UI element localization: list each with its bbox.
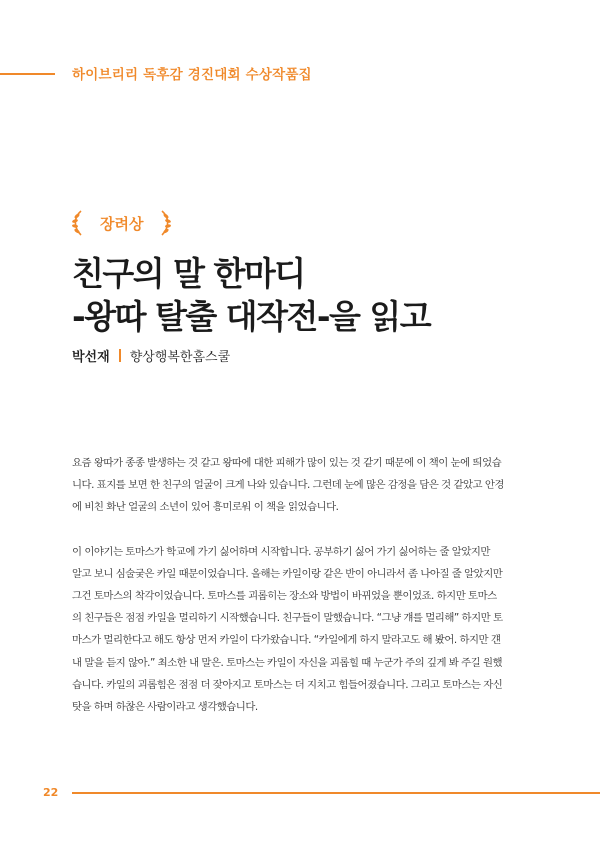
award-badge <box>70 208 173 238</box>
text-line: 그건 토마스의 착각이었습니다. 토마스를 괴롭히는 장소와 방법이 바뀌었을 뿐이었죠. 하지만 토마스 <box>72 590 497 603</box>
laurel-left-icon <box>70 209 84 237</box>
paragraph-2 <box>72 541 530 719</box>
footer-rule <box>72 792 600 794</box>
byline <box>72 346 230 365</box>
text-line: 니다. 표지를 보면 한 친구의 얼굴이 크게 나와 있습니다. 그런데 눈에 많은 감정을 담은 것 같았고 안경 <box>72 479 504 492</box>
publication-title: 하이브리리 독후감 경진대회 수상작품집 <box>72 67 312 83</box>
text-line: 내 말을 듣지 않아.” 최소한 내 말은. 토마스는 카일이 자신을 괴롭힐 때 누군가 주의 깊게 봐 주길 원했 <box>72 656 503 669</box>
text-line: 이 이야기는 토마스가 학교에 가기 싫어하며 시작합니다. 공부하기 싫어 가기 싫어하는 줄 알았지만 <box>72 545 490 558</box>
text-line: 습니다. 카일의 괴롭힘은 점점 더 잦아지고 토마스는 더 지치고 힘들어졌습니다. 그리고 토마스는 자신 <box>72 678 503 691</box>
page-number: 22 <box>43 786 59 799</box>
paragraph-1 <box>72 452 530 519</box>
laurel-right-icon <box>159 209 173 237</box>
text-line: 알고 보니 심술궂은 카일 때문이었습니다. 올해는 카일이랑 같은 반이 아니라서 좀 나아질 줄 알았지만 <box>72 567 503 580</box>
text-line: 의 친구들은 점점 카일을 멀리하기 시작했습니다. 친구들이 말했습니다. “그냥 걔를 멀리해” 하지만 토 <box>72 612 503 625</box>
text-line: 요즘 왕따가 종종 발생하는 것 같고 왕따에 대한 피해가 많이 있는 것 같기 때문에 이 책이 눈에 띄었습 <box>72 457 502 469</box>
paragraph-spacer <box>72 519 530 541</box>
author-name: 박선재 <box>72 350 110 365</box>
author-organization: 향상행복한홈스쿨 <box>129 350 231 365</box>
essay-title-line1: 친구의 말 한마디 <box>72 254 305 293</box>
award-label: 장려상 <box>100 214 144 233</box>
essay-title <box>72 252 430 338</box>
text-line: 탓을 하며 하찮은 사람이라고 생각했습니다. <box>72 701 258 714</box>
text-line: 에 비친 화난 얼굴의 소년이 있어 흥미로워 이 책을 읽었습니다. <box>72 501 339 514</box>
essay-title-line2: -왕따 탈출 대작전-을 읽고 <box>72 297 431 336</box>
byline-divider <box>119 349 121 362</box>
header-rule <box>0 73 55 75</box>
text-line: 마스가 멀리한다고 해도 항상 먼저 카일이 다가왔습니다. “카일에게 하지 말라고도 해 봤어. 하지만 걘 <box>72 634 501 647</box>
essay-body <box>72 452 530 718</box>
